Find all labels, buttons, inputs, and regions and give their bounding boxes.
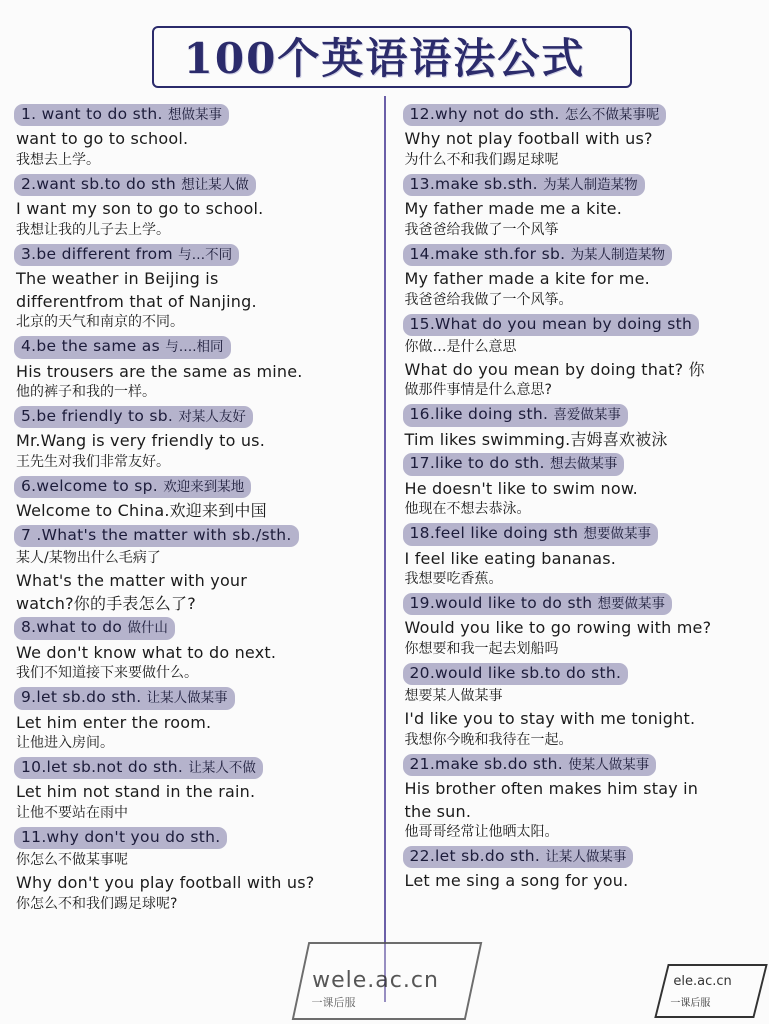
entry-heading xyxy=(14,406,253,428)
entry-heading xyxy=(403,104,667,126)
entry-heading xyxy=(403,846,634,868)
entry-example-line: want to go to school. xyxy=(16,129,189,149)
entry-heading xyxy=(403,244,673,266)
entry-example-line: Let him enter the room. xyxy=(16,712,212,732)
title-area xyxy=(14,10,755,96)
entry-heading-translation: 使某人做某事 xyxy=(568,756,650,773)
entry-heading-translation: 让某人不做 xyxy=(188,760,256,777)
entry-heading-text: 6.welcome to sp. xyxy=(21,476,159,495)
entry-example-line: We don't know what to do next. xyxy=(16,642,277,662)
grammar-entry xyxy=(14,825,371,914)
entry-translation-line: 某人/某物出什么毛病了 xyxy=(16,550,161,567)
entry-translation-line: 我们不知道接下来要做什么。 xyxy=(16,665,198,682)
entry-translation-line: 做那件事情是什么意思? xyxy=(404,382,552,399)
grammar-entry xyxy=(403,451,756,519)
entry-translation-line: 为什么不和我们踢足球呢 xyxy=(404,151,559,168)
watermark-center xyxy=(292,942,483,1020)
entry-heading-text: 15.What do you mean by doing sth xyxy=(409,314,693,333)
entry-example-line: What do you mean by doing that? 你 xyxy=(404,359,705,379)
entry-example-line: I'd like you to stay with me tonight. xyxy=(404,709,696,729)
entry-heading-text: 14.make sth.for sb. xyxy=(409,244,566,263)
entry-example-line: Welcome to China.欢迎来到中国 xyxy=(16,501,267,521)
entry-translation-line: 他的裤子和我的一样。 xyxy=(16,384,156,401)
entry-heading-text: 21.make sb.do sth. xyxy=(409,754,564,773)
entry-example-line: His trousers are the same as mine. xyxy=(16,361,303,381)
entry-heading xyxy=(403,663,629,685)
grammar-entry xyxy=(14,474,371,522)
entry-heading-text: 17.like to do sth. xyxy=(409,454,545,473)
entry-example-line: My father made me a kite. xyxy=(404,199,623,219)
entry-heading xyxy=(14,104,229,126)
entry-heading xyxy=(14,525,299,547)
entry-heading-translation: 喜爱做某事 xyxy=(553,407,621,424)
entry-translation-line: 我爸爸给我做了一个风筝。 xyxy=(404,291,573,308)
entry-heading-text: 20.would like sb.to do sth. xyxy=(409,663,622,682)
page-title: 100个英语语法公式 xyxy=(183,34,586,83)
watermark-right xyxy=(654,964,767,1018)
entry-translation-line: 让他进入房间。 xyxy=(16,735,114,752)
entry-translation-line: 我想去上学。 xyxy=(16,151,100,168)
grammar-entry xyxy=(14,404,371,472)
grammar-entry xyxy=(14,523,371,614)
grammar-entry xyxy=(14,172,371,240)
grammar-entry xyxy=(403,591,756,659)
entry-heading-text: 19.would like to do sth xyxy=(409,594,593,613)
entry-example-line: Why don't you play football with us? xyxy=(16,873,315,893)
entry-heading-translation: 怎么不做某事呢 xyxy=(564,107,660,123)
watermark-center-text: wele.ac.cn xyxy=(312,968,439,993)
entry-heading-text: 2.want sb.to do sth xyxy=(21,174,177,193)
entry-translation-line: 我想要吃香蕉。 xyxy=(404,571,503,588)
entry-heading xyxy=(403,314,700,336)
grammar-entry xyxy=(403,844,756,892)
entry-example-line: The weather in Beijing is xyxy=(16,269,219,289)
entry-heading-translation: 对某人友好 xyxy=(178,409,246,426)
grammar-entry xyxy=(14,685,371,753)
entry-heading xyxy=(14,617,175,639)
entry-heading-translation: 想让某人做 xyxy=(181,176,249,193)
entry-heading-text: 18.feel like doing sth xyxy=(409,524,579,543)
entry-heading xyxy=(14,336,231,358)
watermark-right-text: ele.ac.cn xyxy=(673,974,732,989)
entry-translation-line: 我爸爸给我做了一个风筝 xyxy=(404,221,559,238)
entry-translation-line: 你想要和我一起去划船吗 xyxy=(404,640,559,657)
entry-heading-text: 13.make sb.sth. xyxy=(409,174,538,193)
entry-example-line: I want my son to go to school. xyxy=(16,199,264,219)
entry-heading-translation: 让某人做某事 xyxy=(146,690,228,707)
entry-heading-text: 11.why don't you do sth. xyxy=(21,827,221,846)
entry-heading xyxy=(14,244,239,266)
grammar-entry xyxy=(14,242,371,332)
entry-heading xyxy=(14,174,256,196)
right-column xyxy=(385,102,756,1014)
left-column xyxy=(14,102,385,1014)
grammar-entry xyxy=(403,242,756,310)
grammar-entry xyxy=(14,102,371,170)
entry-heading-translation: 想要做某事 xyxy=(583,526,651,543)
entry-translation-line: 他哥哥经常让他晒太阳。 xyxy=(404,824,559,841)
entry-translation-line: 王先生对我们非常友好。 xyxy=(16,454,170,470)
entry-heading-translation: 为某人制造某物 xyxy=(570,246,666,263)
entry-heading xyxy=(14,757,263,779)
grammar-entry xyxy=(403,661,756,750)
entry-heading-text: 12.why not do sth. xyxy=(409,105,560,123)
entry-heading-text: 16.like doing sth. xyxy=(409,405,549,424)
watermark-center-sub: 一课后服 xyxy=(311,996,356,1009)
entry-example-line: He doesn't like to swim now. xyxy=(404,478,638,498)
entry-heading xyxy=(14,476,251,498)
entry-translation-line: 北京的天气和南京的不同。 xyxy=(16,314,184,331)
entry-heading-translation: 欢迎来到某地 xyxy=(163,478,245,495)
entry-example-line: His brother often makes him stay in xyxy=(404,779,699,798)
content-columns xyxy=(14,102,755,1014)
grammar-entry xyxy=(403,312,756,401)
grammar-entry xyxy=(403,521,756,589)
entry-heading xyxy=(403,754,657,776)
entry-translation-line: 让他不要站在雨中 xyxy=(16,805,128,821)
entry-heading-translation: 想去做某事 xyxy=(549,456,618,473)
entry-example-line: Why not play football with us? xyxy=(404,129,653,149)
entry-heading-translation: 想做某事 xyxy=(168,107,222,123)
entry-heading-translation: 为某人制造某物 xyxy=(543,176,638,193)
entry-heading-translation: 与…不同 xyxy=(178,246,233,263)
entry-example-line: differentfrom that of Nanjing. xyxy=(16,291,257,311)
grammar-entry xyxy=(14,334,371,402)
entry-example-line: watch?你的手表怎么了? xyxy=(16,593,196,613)
entry-translation-line: 他现在不想去恭泳。 xyxy=(404,501,531,518)
grammar-entry xyxy=(14,615,371,683)
entry-heading-text: 9.let sb.do sth. xyxy=(21,688,142,707)
entry-heading xyxy=(14,827,227,849)
entry-heading xyxy=(403,404,628,426)
entry-translation-line: 你怎么不做某事呢 xyxy=(16,852,128,869)
entry-heading-text: 10.let sb.not do sth. xyxy=(21,758,184,777)
entry-heading xyxy=(403,593,673,615)
entry-heading-text: 8.what to do xyxy=(21,618,123,637)
entry-example-line: Tim likes swimming.吉姆喜欢被泳 xyxy=(404,429,668,449)
entry-heading-text: 7 .What's the matter with sb./sth. xyxy=(21,525,292,544)
entry-example-line: What's the matter with your xyxy=(16,571,248,591)
entry-heading-translation: 与….相同 xyxy=(165,339,224,356)
entry-heading xyxy=(403,523,658,545)
entry-example-line: Mr.Wang is very friendly to us. xyxy=(16,431,266,451)
grammar-entry xyxy=(403,752,756,842)
entry-translation-line: 你怎么不和我们踢足球呢? xyxy=(16,895,178,912)
grammar-entry xyxy=(14,755,371,823)
entry-heading-translation: 做什山 xyxy=(127,620,168,637)
entry-translation-line: 我想让我的儿子去上学。 xyxy=(16,221,170,238)
entry-heading-text: 3.be different from xyxy=(21,244,173,263)
entry-heading-text: 4.be the same as xyxy=(21,337,160,356)
entry-translation-line: 想要某人做某事 xyxy=(404,688,503,705)
watermark-right-sub: 一课后服 xyxy=(670,998,711,1009)
entry-translation-line: 我想你今晚和我待在一起。 xyxy=(404,731,573,748)
entry-heading xyxy=(403,174,645,196)
grammar-entry xyxy=(403,402,756,450)
entry-heading-text: 5.be friendly to sb. xyxy=(21,407,174,426)
entry-example-line: I feel like eating bananas. xyxy=(404,548,617,568)
entry-heading-translation: 想要做某事 xyxy=(597,596,666,613)
grammar-entry xyxy=(403,172,756,240)
entry-heading-text: 1. want to do sth. xyxy=(21,105,163,123)
entry-example-line: Would you like to go rowing with me? xyxy=(404,618,712,638)
entry-heading xyxy=(14,687,235,709)
entry-heading-text: 22.let sb.do sth. xyxy=(409,847,541,866)
entry-heading-translation: 让某人做某事 xyxy=(545,849,627,866)
entry-heading xyxy=(403,453,625,475)
entry-example-line: Let him not stand in the rain. xyxy=(16,782,256,802)
entry-example-line: the sun. xyxy=(404,801,472,821)
entry-example-line: Let me sing a song for you. xyxy=(404,871,629,891)
entry-example-line: My father made a kite for me. xyxy=(404,269,650,289)
grammar-entry xyxy=(403,102,756,170)
entry-translation-line: 你做…是什么意思 xyxy=(404,338,517,355)
